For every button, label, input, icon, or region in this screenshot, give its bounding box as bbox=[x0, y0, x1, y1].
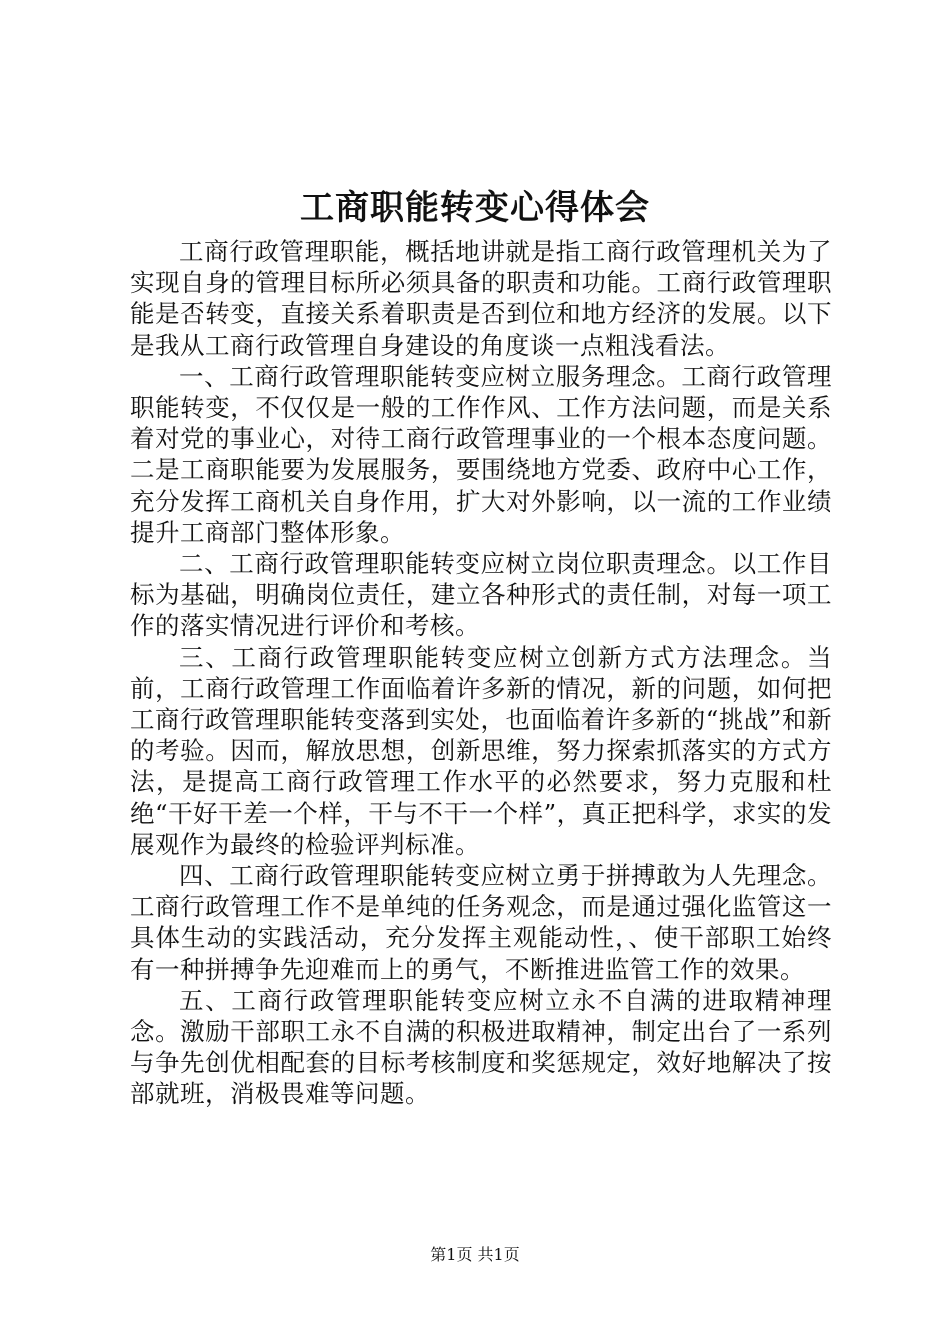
document-title: 工商职能转变心得体会 bbox=[300, 188, 650, 228]
paragraph-service-concept: 一、工商行政管理职能转变应树立服务理念。工商行政管理职能转变，不仅仅是一般的工作作风、工作方法问题，而是关系着对党的事业心，对待工商行政管理事业的一个根本态度问题。二是工商职能要为发展服务，要围绕地方党委、政府中心工作，充分发挥工商机关自身作用，扩大对外影响，以一流的工作业绩提升工商部门整体形象。 bbox=[130, 361, 832, 547]
paragraph-innovation-concept: 三、工商行政管理职能转变应树立创新方式方法理念。当前，工商行政管理工作面临着许多新的情况，新的问题，如何把工商行政管理职能转变落到实处，也面临着许多新的“挑战”和新的考验。因而，解放思想，创新思维，努力探索抓落实的方式方法，是提高工商行政管理工作水平的必然要求，努力克服和杜绝“干好干差一个样，干与不干一个样”，真正把科学，求实的发展观作为最终的检验评判标准。 bbox=[130, 642, 832, 859]
page-number-footer: 第1页 共1页 bbox=[430, 1245, 520, 1264]
paragraph-intro: 工商行政管理职能，概括地讲就是指工商行政管理机关为了实现自身的管理目标所必须具备的职责和功能。工商行政管理职能是否转变，直接关系着职责是否到位和地方经济的发展。以下是我从工商行政管理自身建设的角度谈一点粗浅看法。 bbox=[130, 237, 832, 360]
paragraph-striving-concept: 四、工商行政管理职能转变应树立勇于拼搏敢为人先理念。工商行政管理工作不是单纯的任务观念，而是通过强化监管这一具体生动的实践活动，充分发挥主观能动性，、使干部职工始终有一种拼搏争先迎难而上的勇气，不断推进监管工作的效果。 bbox=[130, 861, 832, 984]
paragraph-enterprising-concept: 五、工商行政管理职能转变应树立永不自满的进取精神理念。激励干部职工永不自满的积极进取精神，制定出台了一系列与争先创优相配套的目标考核制度和奖惩规定，效好地解决了按部就班，消极畏难等问题。 bbox=[130, 985, 832, 1109]
paragraph-post-duty-concept: 二、工商行政管理职能转变应树立岗位职责理念。以工作目标为基础，明确岗位责任，建立各种形式的责任制，对每一项工作的落实情况进行评价和考核。 bbox=[130, 549, 832, 641]
document-body bbox=[130, 236, 832, 1110]
